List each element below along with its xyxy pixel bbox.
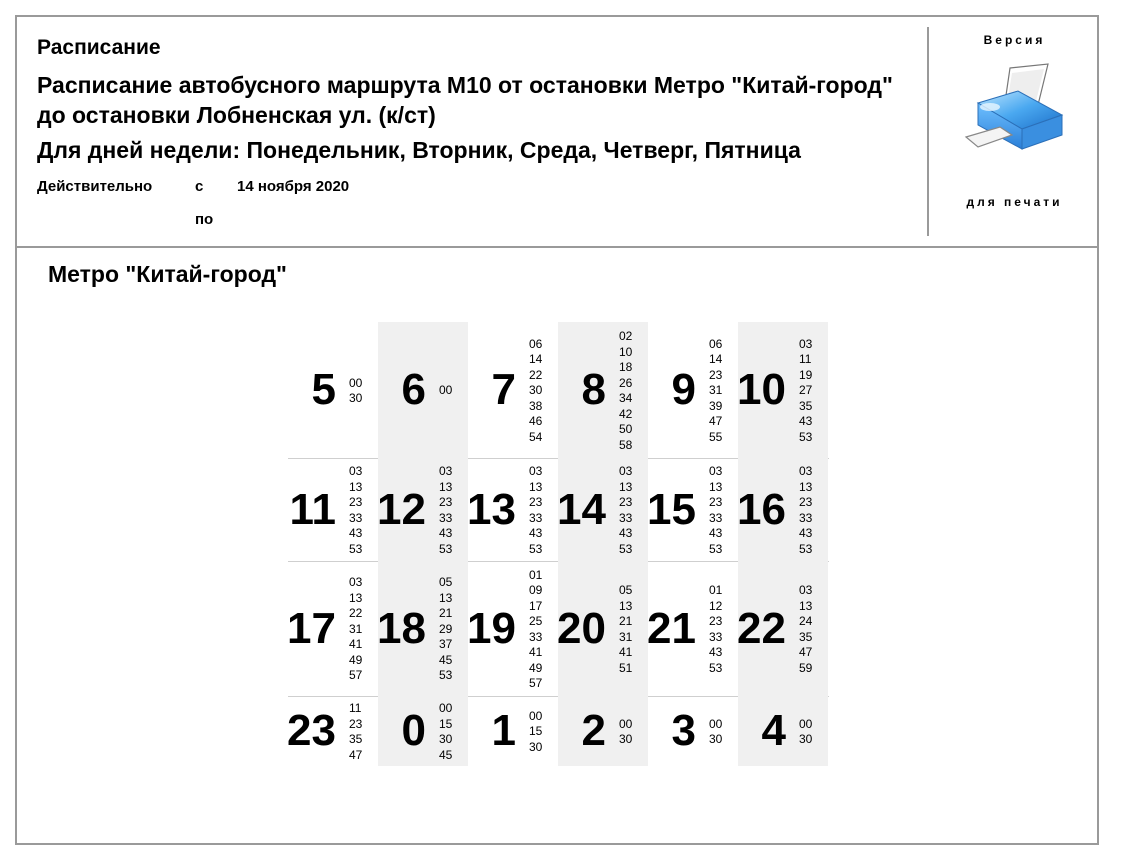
minute-value: 22 [529, 367, 543, 382]
hour-cell [378, 322, 468, 458]
minutes-list [529, 464, 555, 557]
hour-label: 23 [287, 706, 336, 755]
minute-value: 11 [349, 701, 362, 715]
hour-label: 12 [377, 484, 426, 534]
minute-value: 53 [709, 541, 723, 556]
minute-value: 14 [709, 352, 723, 367]
minutes-list [439, 701, 465, 763]
minute-value: 33 [709, 510, 723, 525]
minute-value: 41 [529, 645, 543, 659]
minute-value: 46 [529, 414, 543, 429]
minute-value: 53 [529, 541, 543, 556]
minute-value: 33 [529, 629, 543, 644]
print-version-link[interactable] [930, 15, 1099, 248]
minute-value: 13 [439, 479, 453, 494]
minute-value: 23 [439, 495, 453, 509]
print-divider [927, 27, 929, 236]
minutes-list [439, 575, 465, 684]
minute-value: 23 [619, 495, 633, 509]
minute-value: 23 [709, 495, 723, 509]
minute-value: 47 [709, 414, 723, 429]
minute-value: 45 [439, 747, 453, 762]
valid-to-label: по [195, 211, 214, 228]
minute-value: 03 [439, 464, 453, 478]
hour-cell [738, 322, 828, 458]
minute-value: 42 [619, 406, 633, 421]
minute-value: 43 [799, 526, 813, 540]
minute-value: 10 [619, 344, 633, 359]
minute-value: 14 [529, 352, 543, 367]
minute-value: 00 [439, 701, 453, 715]
weekdays-label: Для дней недели: Понедельник, Вторник, Среда, Четверг, Пятница [37, 137, 801, 163]
minute-value: 37 [439, 637, 453, 652]
minute-value: 03 [799, 336, 813, 351]
minute-value: 05 [619, 583, 633, 597]
minutes-list [529, 337, 555, 446]
hour-cell [288, 322, 378, 458]
minute-value: 05 [439, 575, 453, 590]
hour-label: 14 [557, 484, 606, 534]
minute-value: 13 [799, 598, 813, 613]
minutes-list [439, 383, 465, 399]
minutes-list [799, 583, 825, 676]
hour-label: 20 [557, 603, 606, 653]
minute-value: 09 [529, 583, 543, 597]
minute-value: 23 [349, 495, 363, 509]
hour-label: 15 [647, 484, 696, 534]
minute-value: 41 [349, 637, 363, 652]
minutes-list [799, 717, 825, 748]
minute-value: 53 [709, 660, 723, 675]
hour-cell [378, 458, 468, 561]
minute-value: 30 [439, 732, 453, 746]
minute-value: 21 [439, 606, 453, 621]
minute-value: 51 [619, 660, 633, 675]
minute-value: 03 [619, 464, 633, 478]
hour-label: 9 [671, 365, 696, 414]
hour-label: 6 [401, 365, 426, 414]
minute-value: 06 [709, 336, 723, 351]
minute-value: 13 [439, 590, 453, 605]
valid-from-date: 14 ноября 2020 [237, 178, 350, 195]
minute-value: 31 [349, 621, 363, 636]
hour-cell [648, 696, 738, 766]
minute-value: 57 [529, 676, 543, 690]
minute-value: 30 [529, 383, 543, 398]
minute-value: 06 [529, 336, 543, 351]
minute-value: 13 [349, 590, 363, 605]
valid-from-label: с [195, 178, 204, 195]
hour-label: 10 [737, 365, 786, 414]
minute-value: 43 [619, 526, 633, 540]
minute-value: 03 [529, 464, 543, 478]
minute-value: 00 [529, 708, 543, 723]
minute-value: 02 [619, 329, 633, 343]
minute-value: 29 [439, 621, 453, 636]
printer-icon[interactable] [960, 63, 1070, 163]
hour-cell [288, 561, 378, 696]
minute-value: 33 [709, 629, 723, 644]
minute-value: 25 [529, 614, 543, 628]
minute-value: 50 [619, 422, 633, 436]
minute-value: 13 [619, 479, 633, 494]
minutes-list [349, 464, 375, 557]
hour-label: 2 [581, 706, 606, 755]
minutes-list [349, 701, 375, 763]
minute-value: 03 [349, 464, 363, 478]
hour-label: 18 [377, 603, 426, 653]
minute-value: 03 [709, 464, 723, 478]
print-top-label: Версия [983, 33, 1046, 47]
minute-value: 35 [799, 629, 813, 644]
hour-cell [738, 458, 828, 561]
hour-cell [558, 696, 648, 766]
minute-value: 13 [529, 479, 543, 494]
minute-value: 33 [619, 510, 633, 525]
hour-label: 16 [737, 484, 786, 534]
hour-cell [378, 561, 468, 696]
minutes-list [619, 717, 645, 748]
minute-value: 54 [529, 429, 543, 444]
hour-cell [558, 322, 648, 458]
minute-value: 33 [349, 510, 363, 525]
minute-value: 00 [349, 375, 363, 390]
minute-value: 35 [799, 398, 813, 413]
minute-value: 53 [349, 541, 363, 556]
minutes-list [709, 464, 735, 557]
hour-cell [558, 458, 648, 561]
minute-value: 00 [709, 716, 723, 731]
minute-value: 31 [619, 629, 633, 644]
hour-label: 0 [401, 706, 426, 755]
minute-value: 23 [709, 367, 723, 382]
minute-value: 03 [799, 464, 813, 478]
minutes-list [349, 376, 375, 407]
hour-cell [468, 696, 558, 766]
minutes-list [619, 329, 645, 453]
minute-value: 53 [799, 541, 813, 556]
hour-label: 13 [467, 484, 516, 534]
minute-value: 43 [529, 526, 543, 540]
minute-value: 26 [619, 375, 633, 390]
minutes-list [709, 717, 735, 748]
minute-value: 41 [619, 645, 633, 659]
hour-label: 5 [311, 365, 336, 414]
hour-cell [738, 696, 828, 766]
minute-value: 55 [709, 429, 723, 444]
minute-value: 18 [619, 360, 633, 374]
minutes-list [529, 568, 555, 692]
hour-label: 22 [737, 603, 786, 653]
hour-label: 7 [491, 365, 516, 414]
minute-value: 22 [349, 606, 363, 621]
minutes-list [619, 464, 645, 557]
minute-value: 00 [619, 716, 633, 731]
hour-cell [648, 458, 738, 561]
minute-value: 15 [439, 716, 453, 731]
minute-value: 00 [439, 383, 453, 398]
minute-value: 01 [529, 567, 543, 582]
minute-value: 53 [439, 668, 453, 683]
minutes-list [349, 575, 375, 684]
minute-value: 11 [799, 352, 812, 367]
minutes-list [619, 583, 645, 676]
minute-value: 23 [529, 495, 543, 509]
minute-value: 33 [529, 510, 543, 525]
minute-value: 58 [619, 437, 633, 452]
minute-value: 43 [709, 645, 723, 659]
stop-name: Метро "Китай-город" [48, 261, 287, 287]
minute-value: 17 [529, 598, 543, 613]
hour-label: 11 [289, 484, 336, 534]
minute-value: 43 [439, 526, 453, 540]
minute-value: 49 [349, 652, 363, 667]
minute-value: 30 [619, 732, 633, 746]
schedule-header [15, 15, 1099, 248]
minute-value: 30 [799, 732, 813, 746]
minute-value: 03 [349, 575, 363, 590]
hour-cell [468, 458, 558, 561]
minutes-list [709, 337, 735, 446]
minute-value: 30 [709, 732, 723, 746]
minute-value: 01 [709, 583, 723, 597]
minute-value: 23 [799, 495, 813, 509]
section-label: Расписание [37, 36, 161, 59]
minute-value: 23 [349, 716, 363, 731]
hour-cell [288, 458, 378, 561]
hour-label: 3 [671, 706, 696, 755]
minute-value: 00 [799, 716, 813, 731]
minute-value: 59 [799, 660, 813, 675]
hour-cell [648, 561, 738, 696]
minute-value: 39 [709, 398, 723, 413]
minute-value: 49 [529, 660, 543, 675]
minutes-list [799, 464, 825, 557]
minute-value: 47 [349, 747, 363, 762]
hour-label: 21 [647, 603, 696, 653]
hour-label: 19 [467, 603, 516, 653]
minute-value: 33 [799, 510, 813, 525]
minute-value: 53 [439, 541, 453, 556]
print-bottom-label: для печати [966, 195, 1063, 209]
minute-value: 31 [709, 383, 723, 398]
minutes-list [799, 337, 825, 446]
minute-value: 35 [349, 732, 363, 746]
hour-cell [378, 696, 468, 766]
minute-value: 23 [709, 614, 723, 628]
minute-value: 43 [799, 414, 813, 429]
minutes-list [709, 583, 735, 676]
minute-value: 43 [349, 526, 363, 540]
minutes-list [529, 709, 555, 756]
minute-value: 13 [799, 479, 813, 494]
minute-value: 53 [799, 429, 813, 444]
minute-value: 27 [799, 383, 813, 398]
minute-value: 13 [349, 479, 363, 494]
minutes-list [439, 464, 465, 557]
minute-value: 13 [619, 598, 633, 613]
minute-value: 13 [709, 479, 723, 494]
minute-value: 03 [799, 583, 813, 597]
hour-cell [468, 561, 558, 696]
minute-value: 12 [709, 598, 723, 613]
minute-value: 47 [799, 645, 813, 659]
minute-value: 38 [529, 398, 543, 413]
hour-cell [738, 561, 828, 696]
minute-value: 21 [619, 614, 633, 628]
hour-cell [288, 696, 378, 766]
valid-label: Действительно [37, 178, 153, 195]
route-title: Расписание автобусного маршрута М10 от остановки Метро "Китай-город" до остановки Лобненская ул. (к/ст) [37, 72, 893, 128]
minute-value: 53 [619, 541, 633, 556]
hour-label: 1 [491, 706, 516, 755]
hour-label: 8 [581, 365, 606, 414]
minute-value: 30 [349, 391, 363, 405]
hour-cell [648, 322, 738, 458]
minute-value: 45 [439, 652, 453, 667]
minute-value: 33 [439, 510, 453, 525]
minute-value: 43 [709, 526, 723, 540]
minute-value: 15 [529, 724, 543, 739]
minute-value: 24 [799, 614, 813, 628]
hour-cell [468, 322, 558, 458]
hour-label: 17 [287, 603, 336, 653]
minute-value: 34 [619, 391, 633, 405]
minute-value: 57 [349, 668, 363, 683]
minute-value: 30 [529, 739, 543, 754]
hour-label: 4 [761, 706, 786, 755]
timetable-grid [288, 322, 829, 766]
hour-cell [558, 561, 648, 696]
minute-value: 19 [799, 367, 813, 382]
